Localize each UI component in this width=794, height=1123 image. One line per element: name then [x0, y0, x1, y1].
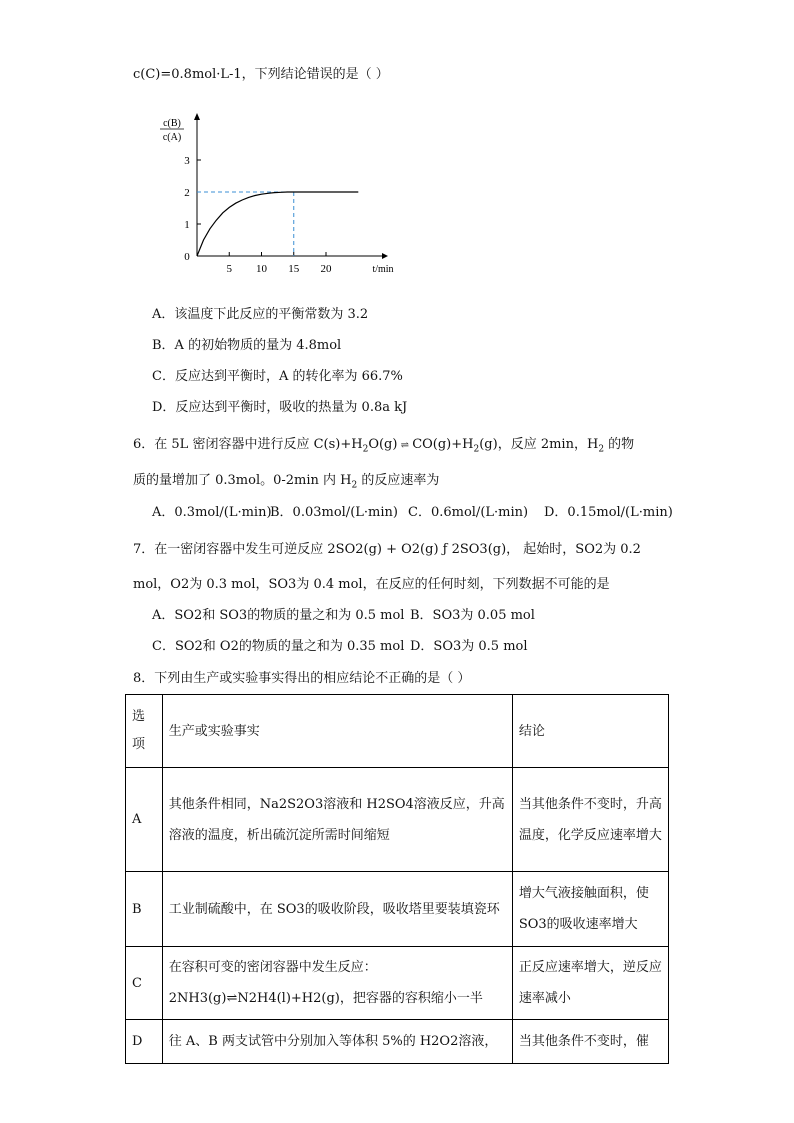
series-line	[197, 192, 358, 256]
row-conclusion: 正反应速率增大，逆反应速率减小	[512, 947, 668, 1020]
q7-option-a: A．SO2和 SO3的物质的量之和为 0.5 mol	[152, 608, 405, 623]
table-head-fact: 生产或实验事实	[162, 695, 512, 768]
table-row	[126, 768, 669, 872]
row-fact: 在容积可变的密闭容器中发生反应：2NH3(g)⇌N2H4(l)+H2(g)，把容器的容积缩小一半	[162, 947, 512, 1020]
q6-text-d: (g)，反应 2min，H	[479, 437, 599, 452]
table-row	[126, 1020, 669, 1064]
table-head-conclusion: 结论	[512, 695, 668, 768]
y-tick-label: 1	[184, 219, 190, 231]
x-tick-label: 10	[256, 263, 267, 275]
row-conclusion: 当其他条件不变时，催	[512, 1020, 668, 1064]
row-key: C	[126, 947, 163, 1020]
q5-option-c: C．反应达到平衡时，A 的转化率为 66.7%	[152, 369, 403, 384]
table-row	[126, 872, 669, 947]
x-tick-label: 15	[288, 263, 300, 275]
row-fact: 往 A、B 两支试管中分别加入等体积 5%的 H2O2溶液，	[162, 1020, 512, 1064]
intro-text: c(C)=0.8mol·L-1，下列结论错误的是（ ）	[133, 67, 389, 82]
q6-stem-line2: 质的量增加了 0.3mol。0-2min 内 $H_2$ 的反应速率为	[133, 473, 440, 491]
row-fact: 其他条件相同，Na2S2O3溶液和 H2SO4溶液反应，升高溶液的温度，析出硫沉淀所需时间缩短	[162, 768, 512, 872]
q6-text-e: 的物	[604, 437, 635, 452]
q7-option-c: C．SO2和 O2的物质的量之和为 0.35 mol	[152, 639, 405, 654]
row-key: B	[126, 872, 163, 947]
q8-stem: 8．下列由生产或实验事实得出的相应结论不正确的是（ ）	[133, 671, 471, 686]
q7-option-b: B．SO3为 0.05 mol	[410, 608, 535, 623]
q6-text-b: O(g)	[368, 437, 398, 452]
q5-option-b: B．A 的初始物质的量为 4.8mol	[152, 338, 342, 353]
x-axis-arrow-icon	[382, 253, 388, 259]
table-head-key: 选项	[126, 695, 163, 768]
row-fact: 工业制硫酸中，在 SO3的吸收阶段，吸收塔里要装填瓷环	[162, 872, 512, 947]
q6-text-a: 6．在 5L 密闭容器中进行反应 C(s)+H	[133, 437, 363, 452]
q6-text-c: CO(g)+H	[412, 437, 474, 452]
q7-stem-line2: mol，O2为 0.3 mol，SO3为 0.4 mol，在反应的任何时刻，下列数据不可能的是	[133, 577, 610, 592]
row-key: A	[126, 768, 163, 872]
equilibrium-arrow-icon: ⇌	[397, 440, 413, 451]
table-header-row	[126, 695, 669, 768]
y-tick-label: 0	[184, 251, 190, 263]
y-tick-label: 2	[184, 187, 190, 199]
q7-stem-line1: 7．在一密闭容器中发生可逆反应 2SO2(g) + O2(g) ƒ 2SO3(g)， 起始时，SO2为 0.2	[133, 542, 641, 557]
x-tick-label: 20	[320, 263, 332, 275]
row-key: D	[126, 1020, 163, 1064]
y-label-denominator: c(A)	[162, 132, 182, 143]
q7-option-d: D．SO3为 0.5 mol	[410, 639, 528, 654]
q5-option-d: D．反应达到平衡时，吸收的热量为 0.8a kJ	[152, 400, 408, 415]
line-chart	[150, 108, 410, 283]
row-conclusion: 当其他条件不变时，升高温度，化学反应速率增大	[512, 768, 668, 872]
row-conclusion: 增大气液接触面积，使 SO3的吸收速率增大	[512, 872, 668, 947]
y-label-numerator: c(B)	[163, 118, 181, 129]
q6-option-d: D．0.15mol/(L·min)	[544, 505, 673, 520]
q6-stem-line1: 6．在 5L 密闭容器中进行反应 $C(s)+H_2O(g)$ ⇌ $CO(g)+H_2(g)$，反应 2min，$H_2$ 的物	[133, 437, 635, 455]
q8-table	[125, 694, 669, 1064]
table-row	[126, 947, 669, 1020]
y-tick-label: 3	[184, 155, 190, 167]
q5-option-a: A．该温度下此反应的平衡常数为 3.2	[152, 307, 369, 322]
q6-option-c: C．0.6mol/(L·min)	[408, 505, 529, 520]
y-axis-arrow-icon	[194, 113, 200, 120]
q6-text-g: 的反应速率为	[357, 473, 440, 488]
x-tick-label: 5	[226, 263, 232, 275]
q6-option-a: A．0.3mol/(L·min)	[152, 505, 272, 520]
x-axis-label: t/min	[372, 264, 394, 275]
q6-option-b: B．0.03mol/(L·min)	[270, 505, 398, 520]
q6-text-f: 质的量增加了 0.3mol。0-2min 内 H	[133, 473, 352, 488]
